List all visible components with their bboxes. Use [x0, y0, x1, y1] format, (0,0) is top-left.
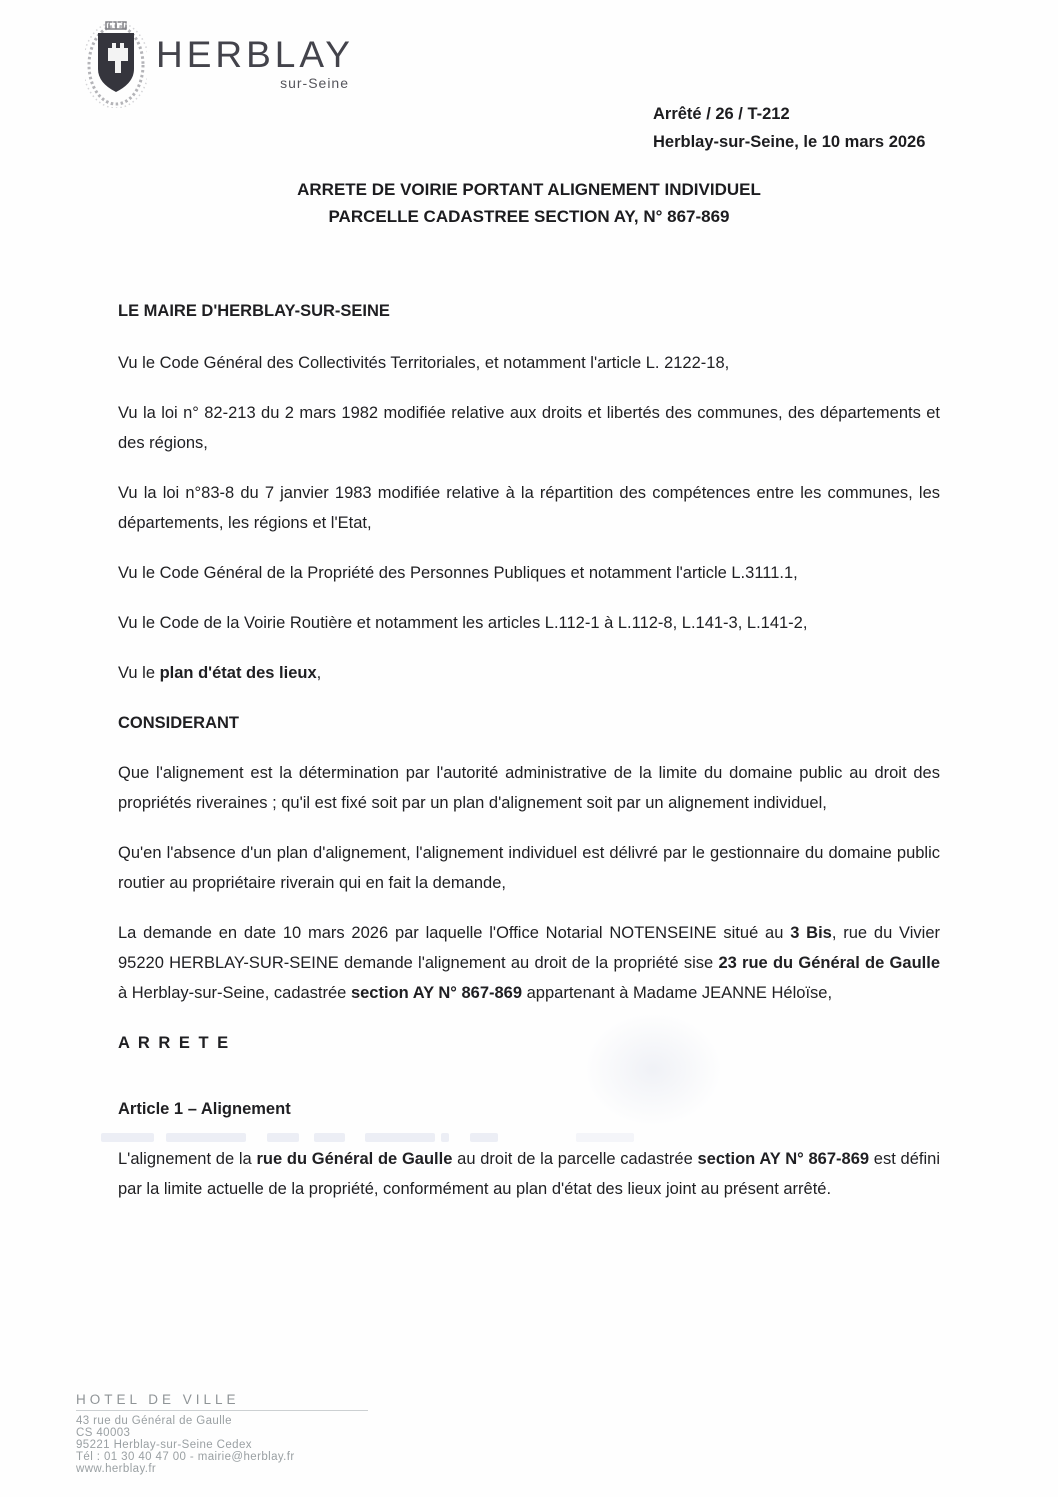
herblay-crest-icon	[85, 18, 147, 108]
footer-address-line: Tél : 01 30 40 47 00 - mairie@herblay.fr	[76, 1451, 295, 1463]
vu-loi-82-213: Vu la loi n° 82-213 du 2 mars 1982 modifiée relative aux droits et libertés des communes, des départements et des régions,	[118, 404, 940, 452]
footer-address	[76, 1415, 368, 1475]
scan-artifact-row	[0, 1133, 1058, 1143]
decree-reference: Arrêté / 26 / T-212	[653, 105, 790, 123]
footer-title: HOTEL DE VILLE	[76, 1392, 368, 1411]
scan-smudge	[583, 1012, 723, 1127]
vu-code-voirie: Vu le Code de la Voirie Routière et notamment les articles L.112-1 à L.112-8, L.141-3, L.141-2,	[118, 614, 808, 632]
town-hall-footer	[76, 1392, 368, 1475]
footer-address-line: 95221 Herblay-sur-Seine Cedex	[76, 1439, 252, 1451]
reference-block	[653, 100, 925, 156]
vu-code-propriete: Vu le Code Général de la Propriété des Personnes Publiques et notamment l'article L.3111.1,	[118, 564, 798, 582]
vu-code-collectivites: Vu le Code Général des Collectivités Territoriales, et notamment l'article L. 2122-18,	[118, 354, 730, 372]
place-date-line: Herblay-sur-Seine, le 10 mars 2026	[653, 133, 926, 151]
document-title-line2: PARCELLE CADASTREE SECTION AY, N° 867-869	[328, 207, 730, 226]
arrete-heading: A R R E T E	[118, 1034, 231, 1052]
article-1-heading: Article 1 – Alignement	[118, 1100, 291, 1118]
footer-address-line: CS 40003	[76, 1427, 131, 1439]
document-title	[118, 176, 940, 230]
document-title-line1: ARRETE DE VOIRIE PORTANT ALIGNEMENT INDIVIDUEL	[297, 180, 761, 199]
document-body	[118, 296, 940, 1224]
logo-subtitle: sur-Seine	[280, 75, 349, 91]
considerant-heading: CONSIDERANT	[118, 714, 240, 732]
considerant-absence-plan: Qu'en l'absence d'un plan d'alignement, l'alignement individuel est délivré par le gestionnaire du domaine public routier au propriétaire riverain qui en fait la demande,	[118, 844, 940, 892]
logo-text	[156, 18, 354, 108]
vu-plan-etat-lieux: Vu le plan d'état des lieux,	[118, 664, 322, 682]
vu-loi-83-8: Vu la loi n°83-8 du 7 janvier 1983 modifiée relative à la répartition des compétences entre les communes, les départements, les régions et l'Etat,	[118, 484, 940, 532]
logo-wordmark: HERBLAY	[156, 34, 354, 75]
considerant-alignement-definition: Que l'alignement est la détermination par l'autorité administrative de la limite du domaine public au droit des propriétés riveraines ; qu'il est fixé soit par un plan d'alignement soit par un alignement individuel,	[118, 764, 940, 812]
city-logo	[85, 18, 354, 108]
considerant-demande: La demande en date 10 mars 2026 par laquelle l'Office Notarial NOTENSEINE situé au 3 Bis, rue du Vivier 95220 HERBLAY-SUR-SEINE demande l'alignement au droit de la propriété sise 23 rue du Général de Gaulle à Herblay-sur-Seine, cadastrée section AY N° 867-869 appartenant à Madame JEANNE Héloïse,	[118, 924, 941, 1002]
mayor-heading: LE MAIRE D'HERBLAY-SUR-SEINE	[118, 302, 390, 320]
footer-address-line: 43 rue du Général de Gaulle	[76, 1415, 232, 1427]
footer-address-line: www.herblay.fr	[76, 1463, 157, 1475]
article-1-body: L'alignement de la rue du Général de Gaulle au droit de la parcelle cadastrée section AY N° 867-869 est défini par la limite actuelle de la propriété, conformément au plan d'état des lieux joint au présent arrêté.	[118, 1150, 941, 1198]
